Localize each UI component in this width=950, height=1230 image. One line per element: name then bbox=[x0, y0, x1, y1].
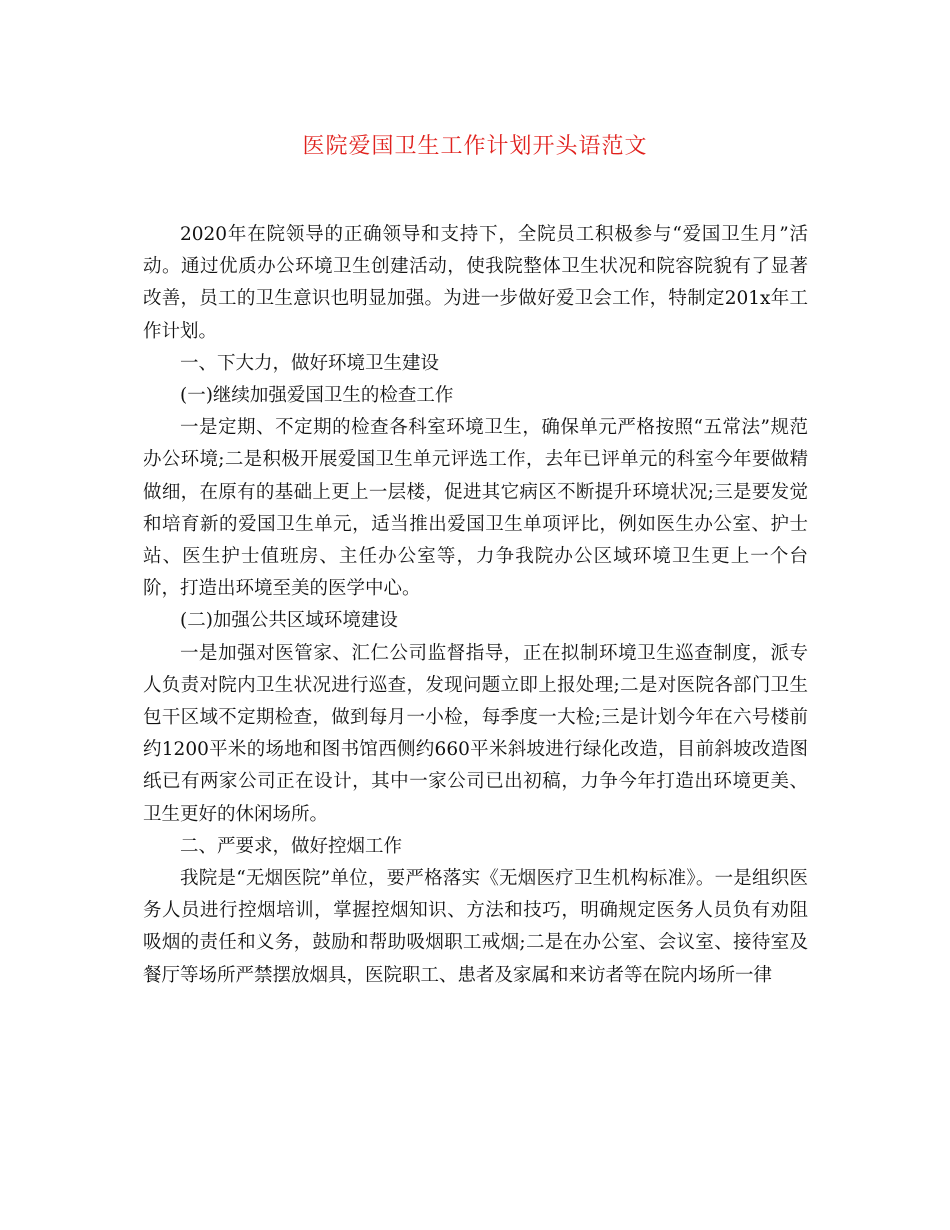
subsection-heading-1: (一)继续加强爱国卫生的检查工作 bbox=[180, 385, 454, 407]
document-title: 医院爱国卫生工作计划开头语范文 bbox=[302, 134, 648, 159]
paragraph-intro: 2020年在院领导的正确领导和支持下，全院员工积极参与“爱国卫生月”活动。通过优质办公环境卫生创建活动，使我院整体卫生状况和院容院貌有了显著改善，员工的卫生意识也明显加强。为进一步做好爱卫会工作，特制定201x年工作计划。 bbox=[143, 224, 808, 342]
paragraph-tobacco-control: 我院是“无烟医院”单位，要严格落实《无烟医疗卫生机构标准》。一是组织医务人员进行控烟培训，掌握控烟知识、方法和技巧，明确规定医务人员负有劝阻吸烟的责任和义务，鼓励和帮助吸烟职工戒烟;二是在办公室、会议室、接待室及餐厅等场所严禁摆放烟具，医院职工、患者及家属和来访者等在院内场所一律 bbox=[143, 868, 808, 986]
document-body bbox=[143, 219, 808, 992]
paragraph-inspection: 一是定期、不定期的检查各科室环境卫生，确保单元严格按照“五常法”规范办公环境;二是积极开展爱国卫生单元评选工作，去年已评单元的科室今年要做精做细，在原有的基础上更上一层楼，促进其它病区不断提升环境状况;三是要发觉和培育新的爱国卫生单元，适当推出爱国卫生单项评比，例如医生办公室、护士站、医生护士值班房、主任办公室等，力争我院办公区域环境卫生更上一个台阶，打造出环境至美的医学中心。 bbox=[143, 417, 808, 600]
paragraph-public-area: 一是加强对医管家、汇仁公司监督指导，正在拟制环境卫生巡查制度，派专人负责对院内卫生状况进行巡查，发现问题立即上报处理;二是对医院各部门卫生包干区域不定期检查，做到每月一小检，每季度一大检;三是计划今年在六号楼前约1200平米的场地和图书馆西侧约660平米斜坡进行绿化改造，目前斜坡改造图纸已有两家公司正在设计，其中一家公司已出初稿，力争今年打造出环境更美、卫生更好的休闲场所。 bbox=[143, 642, 808, 825]
subsection-heading-2: (二)加强公共区域环境建设 bbox=[180, 610, 398, 632]
section-heading-1: 一、下大力，做好环境卫生建设 bbox=[180, 352, 440, 374]
section-heading-2: 二、严要求，做好控烟工作 bbox=[180, 835, 403, 857]
